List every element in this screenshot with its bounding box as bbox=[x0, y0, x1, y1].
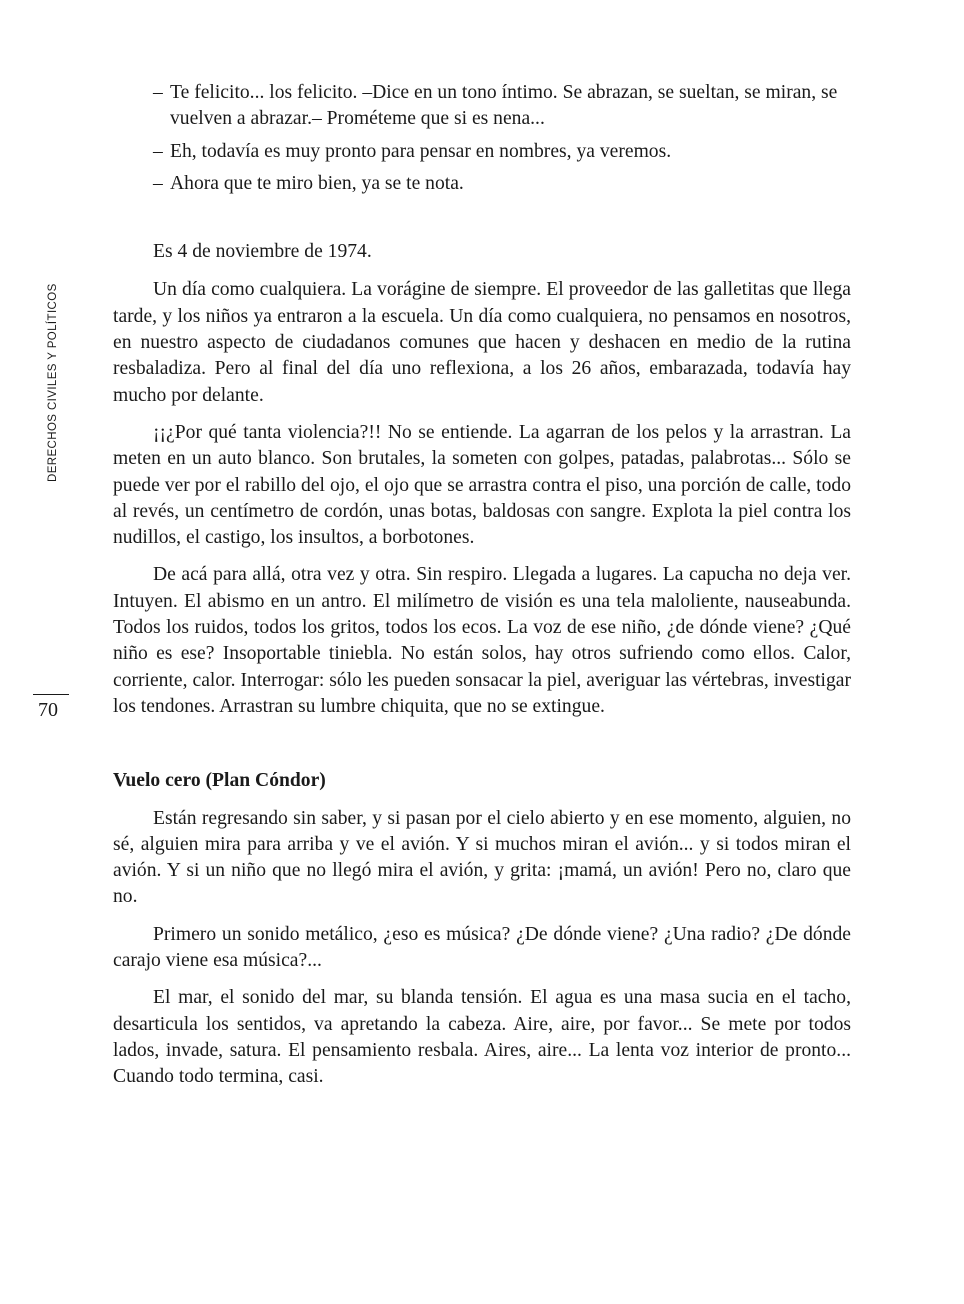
section-heading: Vuelo cero (Plan Cóndor) bbox=[113, 770, 326, 792]
running-section-label: DERECHOS CIVILES Y POLÍTICOS bbox=[47, 283, 59, 482]
paragraph: De acá para allá, otra vez y otra. Sin respiro. Llegada a lugares. La capucha no deja ver. Intuyen. El abismo en un antro. El milímetro de visión es una tela maloliente, nauseabunda. Todos los ruidos, todos los gritos, todos los ecos. La voz de ese niño, ¿de dónde viene? ¿Qué niño es ese? Insoportable tiniebla. No están solos, hay otros sufriendo como ellos. Calor, corriente, calor. Interrogar: sólo les pueden sonsacar la piel, averiguar las vértebras, investigar los tendones. Arrastran su lumbre chiquita, que no se extingue. bbox=[113, 564, 851, 717]
paragraph: ¡¡¿Por qué tanta violencia?!! No se entiende. La agarran de los pelos y la arrastran. La meten en un auto blanco. Son brutales, la someten con golpes, patadas, palabrotas... Sólo se puede ver por el rabillo del ojo, el ojo que se arrastra contra el piso, una porción de calle, todo al revés, un centímetro de cordón, unas botas, baldosas con sangre. Explota la piel contra los nudillos, el castigo, los insultos, a borbotones. bbox=[113, 421, 851, 549]
dialogue-block bbox=[113, 80, 851, 197]
dialogue-line bbox=[153, 171, 851, 197]
page-number: 70 bbox=[38, 699, 58, 721]
dialogue-text: Ahora que te miro bien, ya se te nota. bbox=[170, 172, 464, 194]
dialogue-line bbox=[153, 80, 851, 133]
paragraph: Primero un sonido metálico, ¿eso es música? ¿De dónde viene? ¿Una radio? ¿De dónde carajo viene esa música?... bbox=[113, 923, 851, 972]
body-text bbox=[113, 80, 851, 1102]
dialogue-text: Eh, todavía es muy pronto para pensar en nombres, ya veremos. bbox=[170, 140, 672, 162]
dialogue-dash: – bbox=[153, 140, 163, 162]
paragraph: El mar, el sonido del mar, su blanda tensión. El agua es una masa sucia en el tacho, desarticula los sentidos, va apretando la cabeza. Aire, aire, por favor... Se mete por todos lados, invade, satura. El pensamiento resbala. Aires, aire... La lenta voz interior de pronto... Cuando todo termina, casi. bbox=[113, 987, 851, 1088]
page-number-rule bbox=[33, 694, 69, 695]
paragraph: Están regresando sin saber, y si pasan por el cielo abierto y en ese momento, alguien, no sé, alguien mira para arriba y ve el avión. Y si muchos miran el avión... y si todos miran el avión. Y si un niño que no llegó mira el avión, y grita: ¡mamá, un avión! Pero no, claro que no. bbox=[113, 807, 851, 908]
date-line: Es 4 de noviembre de 1974. bbox=[153, 241, 372, 263]
paragraph: Un día como cualquiera. La vorágine de siempre. El proveedor de las galletitas que llega tarde, y los niños ya entraron a la escuela. Un día como cualquiera, no pensamos en nosotros, en nuestro aspecto de ciudadanos comunes que hacen y deshacen en medio de la rutina resbaladiza. Pero al final del día uno reflexiona, a los 26 años, embarazada, todavía hay mucho por delante. bbox=[113, 279, 851, 406]
dialogue-dash: – bbox=[153, 172, 163, 194]
dialogue-dash: – bbox=[153, 82, 163, 103]
dialogue-text: Te felicito... los felicito. –Dice en un tono íntimo. Se abrazan, se sueltan, se miran, se vuelven a abrazar.– Prométeme que si es nena... bbox=[170, 82, 838, 130]
dialogue-line bbox=[153, 139, 851, 165]
